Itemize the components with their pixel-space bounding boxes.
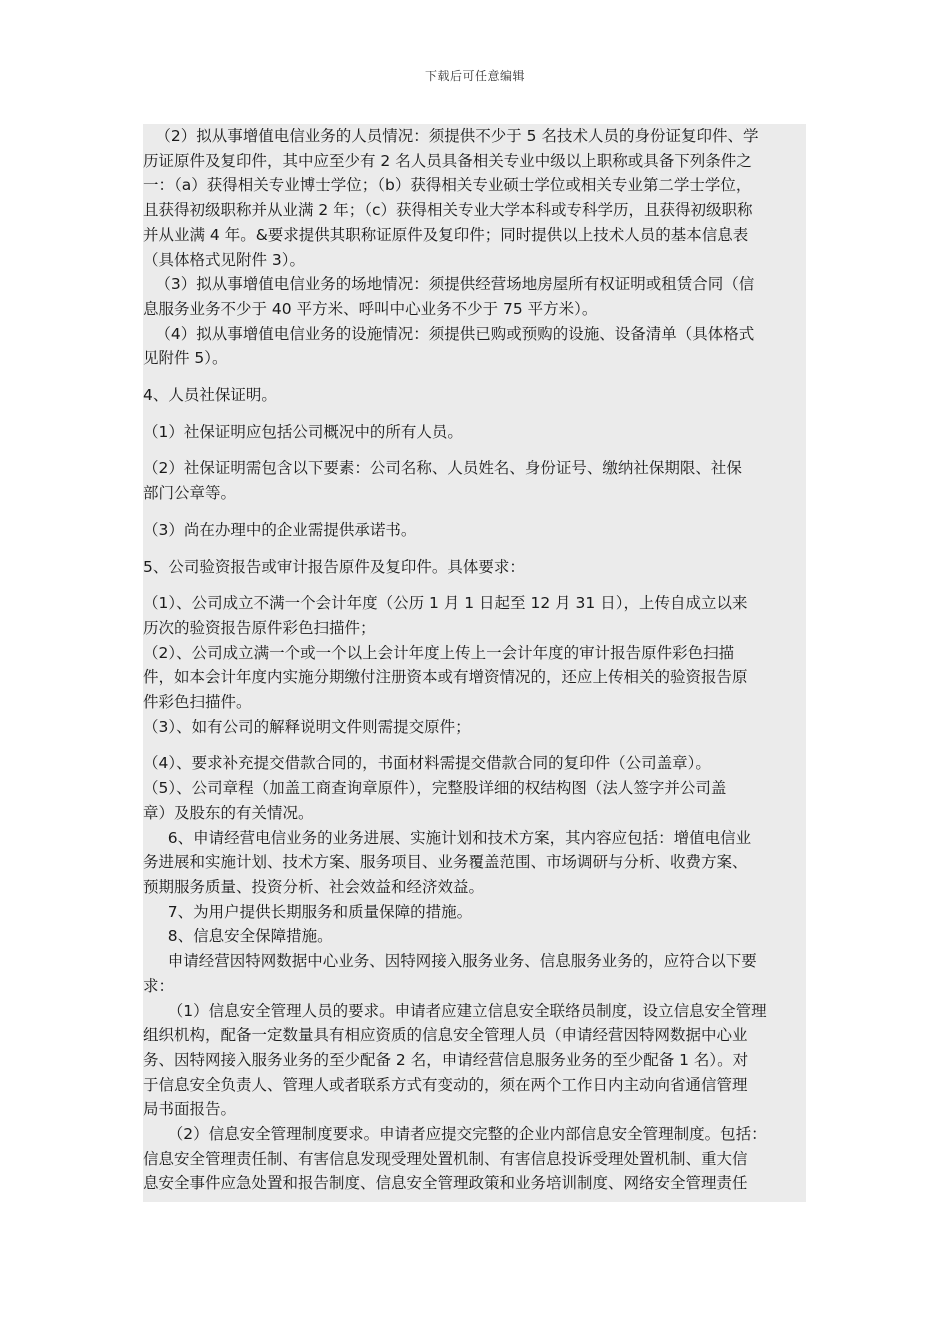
text-line: （3）、如有公司的解释说明文件则需提交原件； <box>143 717 471 736</box>
text-line: 5、公司验资报告或审计报告原件及复印件。具体要求： <box>143 557 525 576</box>
text-line: 息安全事件应急处置和报告制度、信息安全管理政策和业务培训制度、网络安全管理责任 <box>143 1174 748 1193</box>
text-line: 务、因特网接入服务业务的至少配备 2 名，申请经营信息服务业务的至少配备 1 名）。对 <box>143 1050 749 1069</box>
paragraph-audit-2 <box>143 641 806 715</box>
text-line: 件彩色扫描件。 <box>143 693 252 712</box>
text-line: 申请经营因特网数据中心业务、因特网接入服务业务、信息服务业务的，应符合以下要 <box>167 952 757 971</box>
text-line: 历次的验资报告原件彩色扫描件； <box>143 618 376 637</box>
paragraph-audit-4 <box>143 751 806 776</box>
paragraph-personnel <box>143 124 806 272</box>
text-line: （1）、公司成立不满一个会计年度（公历 1 月 1 日起至 12 月 31 日），上传自成立以来 <box>143 594 748 613</box>
paragraph-audit-5 <box>143 776 806 825</box>
text-line: （1）信息安全管理人员的要求。申请者应建立信息安全联络员制度，设立信息安全管理 <box>167 1001 767 1020</box>
text-line: （4）拟从事增值电信业务的设施情况：须提供已购或预购的设施、设备清单（具体格式 <box>155 324 755 343</box>
text-line: （5）、公司章程（加盖工商查询章原件），完整股详细的权结构图（法人签字并公司盖 <box>143 779 727 798</box>
text-line: 信息安全管理责任制、有害信息发现受理处置机制、有害信息投诉受理处置机制、重大信 <box>143 1149 748 1168</box>
paragraph-security-measures <box>143 924 806 949</box>
text-line: 8、信息安全保障措施。 <box>167 927 333 946</box>
paragraph-site <box>143 272 806 321</box>
paragraph-audit-3 <box>143 715 806 740</box>
paragraph-audit-1 <box>143 591 806 640</box>
text-line: 历证原件及复印件，其中应至少有 2 名人员具备相关专业中级以上职称或具备下列条件之 <box>143 151 752 170</box>
text-line: 于信息安全负责人、管理人或者联系方式有变动的，须在两个工作日内主动向省通信管理 <box>143 1075 748 1094</box>
text-line: 4、人员社保证明。 <box>143 386 277 405</box>
paragraph-business-plan <box>143 826 806 900</box>
text-line: （3）尚在办理中的企业需提供承诺书。 <box>143 520 417 539</box>
text-line: 并从业满 4 年。&要求提供其职称证原件及复印件；同时提供以上技术人员的基本信息表 <box>143 225 749 244</box>
text-line: 一：（a）获得相关专业博士学位；（b）获得相关专业硕士学位或相关专业第二学士学位， <box>143 176 752 195</box>
page-header: 下载后可任意编辑 <box>424 69 525 83</box>
section-heading-audit <box>143 555 806 580</box>
paragraph-security-requirements <box>143 949 806 998</box>
paragraph-social-2 <box>143 456 806 505</box>
text-line: （2）、公司成立满一个或一个以上会计年度上传上一会计年度的审计报告原件彩色扫描 <box>143 643 735 662</box>
text-line: 组织机构，配备一定数量具有相应资质的信息安全管理人员（申请经营因特网数据中心业 <box>143 1026 748 1045</box>
text-line: 章）及股东的有关情况。 <box>143 803 314 822</box>
section-heading-social-security <box>143 383 806 408</box>
document-body <box>143 124 806 1202</box>
text-line: （3）拟从事增值电信业务的场地情况：须提供经营场地房屋所有权证明或租赁合同（信 <box>155 275 755 294</box>
text-line: 局书面报告。 <box>143 1100 237 1119</box>
text-line: （具体格式见附件 3）。 <box>143 250 306 269</box>
text-line: 且获得初级职称并从业满 2 年；（c）获得相关专业大学本科或专科学历，且获得初级职称 <box>143 201 753 220</box>
text-line: （1）社保证明应包括公司概况中的所有人员。 <box>143 422 463 441</box>
paragraph-security-staff <box>143 999 806 1123</box>
text-line: （2）拟从事增值电信业务的人员情况：须提供不少于 5 名技术人员的身份证复印件、学 <box>155 127 759 145</box>
paragraph-facilities <box>143 322 806 371</box>
text-line: （2）社保证明需包含以下要素：公司名称、人员姓名、身份证号、缴纳社保期限、社保 <box>143 459 742 478</box>
text-line: 务进展和实施计划、技术方案、服务项目、业务覆盖范围、市场调研与分析、收费方案、 <box>143 853 748 872</box>
paragraph-social-3 <box>143 518 806 543</box>
text-line: 件，如本会计年度内实施分期缴付注册资本或有增资情况的，还应上传相关的验资报告原 <box>143 668 748 687</box>
text-line: 6、申请经营电信业务的业务进展、实施计划和技术方案，其内容应包括：增值电信业 <box>167 828 752 847</box>
text-line: （2）信息安全管理制度要求。申请者应提交完整的企业内部信息安全管理制度。包括： <box>167 1125 767 1144</box>
text-line: 预期服务质量、投资分析、社会效益和经济效益。 <box>143 877 485 896</box>
text-line: 7、为用户提供长期服务和质量保障的措施。 <box>167 902 473 921</box>
paragraph-social-1 <box>143 420 806 445</box>
paragraph-security-policy <box>143 1122 806 1196</box>
text-line: 部门公章等。 <box>143 484 237 503</box>
text-line: 见附件 5）。 <box>143 349 228 368</box>
text-line: （4）、要求补充提交借款合同的，书面材料需提交借款合同的复印件（公司盖章）。 <box>143 754 711 773</box>
paragraph-service-guarantee <box>143 900 806 925</box>
text-line: 息服务业务不少于 40 平方米、呼叫中心业务不少于 75 平方米）。 <box>143 299 598 318</box>
text-line: 求： <box>143 976 175 995</box>
